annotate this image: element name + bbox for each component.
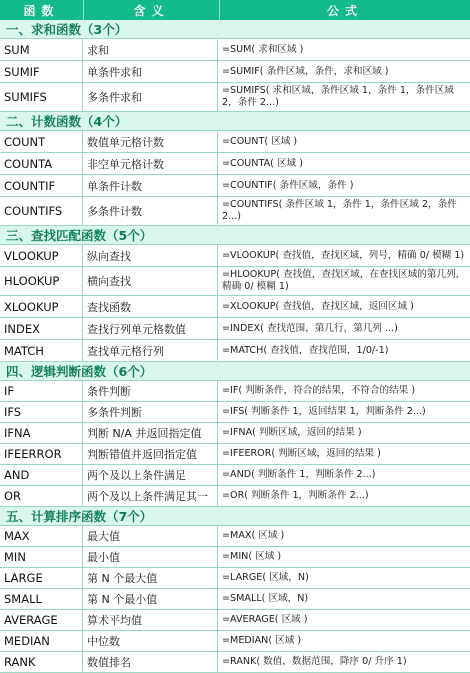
function-formula: =VLOOKUP( 查找值，查找区域，列号，精确 0/ 模糊 1) [222, 249, 465, 261]
function-meaning: 纵向查找 [83, 245, 218, 266]
function-name: IFEERROR [0, 444, 83, 464]
header-formula: 公式 [326, 3, 363, 18]
function-formula: =INDEX( 查找范围，第几行，第几列 ...) [222, 322, 398, 334]
function-meaning: 中位数 [83, 631, 218, 651]
function-formula: =AVERAGE( 区域 ) [222, 614, 308, 625]
function-meaning: 多条件求和 [83, 83, 218, 111]
function-meaning: 单条件求和 [83, 61, 218, 82]
function-formula: =XLOOKUP( 查找值，查找区域，返回区域 ) [222, 300, 414, 312]
table-row [0, 444, 470, 465]
function-name: SUMIF [0, 61, 83, 82]
function-formula: =RANK( 数值，数据范围，降序 0/ 升序 1) [222, 656, 407, 667]
function-formula: =COUNTA( 区域 ) [222, 157, 303, 169]
table-row [0, 423, 470, 444]
function-name: LARGE [0, 568, 83, 588]
function-meaning: 单条件计数 [83, 175, 218, 196]
table-row [0, 652, 470, 673]
function-meaning: 两个及以上条件满足其一 [83, 486, 218, 506]
section-title: 五、计算排序函数（7个） [0, 507, 470, 526]
function-name: SUMIFS [0, 83, 83, 111]
function-formula: =AND( 判断条件 1，判断条件 2...) [222, 469, 376, 480]
function-formula: =SUM( 求和区域 ) [222, 43, 304, 55]
table-row [0, 197, 470, 226]
function-meaning: 多条件计数 [83, 197, 218, 225]
table-row [0, 245, 470, 267]
function-meaning: 多条件判断 [83, 402, 218, 422]
table-row [0, 340, 470, 362]
function-name: AVERAGE [0, 610, 83, 630]
function-formula: =MIN( 区域 ) [222, 551, 282, 562]
table-row [0, 526, 470, 547]
table-row [0, 61, 470, 83]
function-name: COUNT [0, 131, 83, 152]
function-name: INDEX [0, 318, 83, 339]
function-formula: =IFEEROR( 判断区域，返回的结果 ) [222, 448, 381, 459]
section-title: 四、逻辑判断函数（6个） [0, 362, 470, 381]
table-row [0, 131, 470, 153]
function-formula: =COUNT( 区域 ) [222, 135, 298, 147]
table-row [0, 267, 470, 296]
function-meaning: 第 N 个最大值 [83, 568, 218, 588]
function-meaning: 算术平均值 [83, 610, 218, 630]
table-row [0, 175, 470, 197]
function-meaning: 判断 N/A 并返回指定值 [83, 423, 218, 443]
function-meaning: 求和 [83, 39, 218, 60]
section-title: 一、求和函数（3个） [0, 20, 470, 39]
function-formula: =IF( 判断条件，符合的结果，不符合的结果 ) [222, 385, 416, 396]
function-formula: =HLOOKUP( 查找值，查找区域，在查找区域的第几列，精确 0/ 模糊 1) [222, 269, 466, 292]
function-formula: =OR( 判断条件 1，判断条件 2...) [222, 490, 369, 501]
function-meaning: 最小值 [83, 547, 218, 567]
table-row [0, 39, 470, 61]
table-row [0, 465, 470, 486]
function-formula: =MATCH( 查找值，查找范围，1/0/-1) [222, 344, 389, 356]
table-body [0, 20, 470, 673]
function-meaning: 条件判断 [83, 381, 218, 401]
function-name: MAX [0, 526, 83, 546]
table-row [0, 318, 470, 340]
function-name: OR [0, 486, 83, 506]
function-name: SMALL [0, 589, 83, 609]
function-formula: =COUNTIF( 条件区域，条件 ) [222, 179, 354, 191]
function-formula: =IFNA( 判断区域，返回的结果 ) [222, 427, 362, 438]
function-name: AND [0, 465, 83, 485]
table-header [0, 0, 470, 20]
function-meaning: 数值排名 [83, 652, 218, 672]
function-name: MATCH [0, 340, 83, 361]
table-row [0, 547, 470, 568]
function-meaning: 最大值 [83, 526, 218, 546]
header-meaning: 含义 [84, 0, 220, 20]
function-name: MEDIAN [0, 631, 83, 651]
table-row [0, 402, 470, 423]
table-row [0, 83, 470, 112]
function-formula: =IFS( 判断条件 1，返回结果 1，判断条件 2...) [222, 406, 426, 417]
function-name: SUM [0, 39, 83, 60]
function-name: IFS [0, 402, 83, 422]
table-row [0, 153, 470, 175]
function-name: HLOOKUP [0, 267, 83, 295]
function-name: COUNTIFS [0, 197, 83, 225]
function-name: RANK [0, 652, 83, 672]
table-row [0, 610, 470, 631]
function-name: VLOOKUP [0, 245, 83, 266]
table-row [0, 296, 470, 318]
function-name: IF [0, 381, 83, 401]
table-row [0, 381, 470, 402]
function-name: IFNA [0, 423, 83, 443]
table-row [0, 631, 470, 652]
function-meaning: 查找单元格行列 [83, 340, 218, 361]
function-name: COUNTIF [0, 175, 83, 196]
function-meaning: 横向查找 [83, 267, 218, 295]
table-row [0, 486, 470, 507]
header-function: 函数 [0, 0, 84, 20]
function-formula: =COUNTIFS( 条件区域 1，条件 1，条件区域 2，条件 2...) [222, 199, 457, 222]
section-title: 三、查找匹配函数（5个） [0, 226, 470, 245]
table-row [0, 568, 470, 589]
function-formula: =SUMIFS( 求和区域，条件区域 1，条件 1，条件区域 2，条件 2...) [222, 85, 454, 108]
function-formula: =SMALL( 区域，N) [222, 593, 309, 604]
section-title: 二、计数函数（4个） [0, 112, 470, 131]
function-name: XLOOKUP [0, 296, 83, 317]
function-meaning: 数值单元格计数 [83, 131, 218, 152]
function-meaning: 第 N 个最小值 [83, 589, 218, 609]
function-name: MIN [0, 547, 83, 567]
function-meaning: 判断错值并返回指定值 [83, 444, 218, 464]
function-meaning: 查找函数 [83, 296, 218, 317]
function-meaning: 查找行列单元格数值 [83, 318, 218, 339]
function-formula: =MAX( 区域 ) [222, 530, 285, 541]
function-formula: =MEDIAN( 区域 ) [222, 635, 302, 646]
function-name: COUNTA [0, 153, 83, 174]
function-meaning: 两个及以上条件满足 [83, 465, 218, 485]
function-formula: =SUMIF( 条件区域，条件，求和区域 ) [222, 65, 389, 77]
function-formula: =LARGE( 区域，N) [222, 572, 309, 583]
function-meaning: 非空单元格计数 [83, 153, 218, 174]
table-row [0, 589, 470, 610]
